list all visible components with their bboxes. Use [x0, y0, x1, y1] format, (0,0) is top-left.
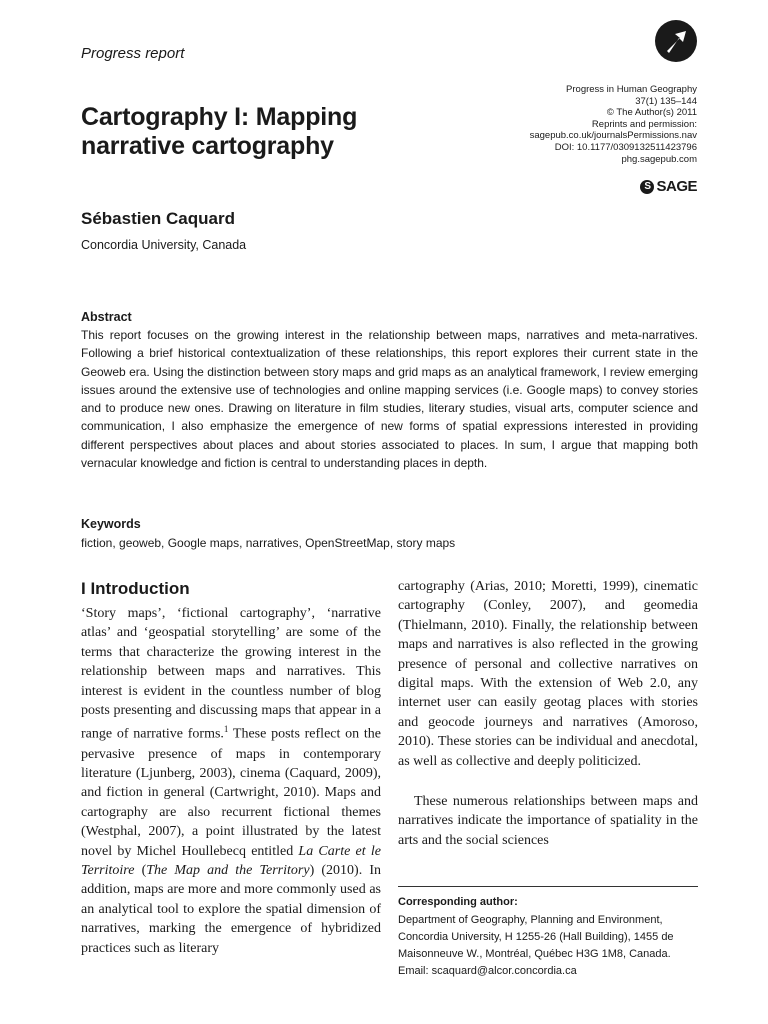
journal-volume: 37(1) 135–144: [635, 95, 697, 107]
doi[interactable]: DOI: 10.1177/0309132511423796: [554, 141, 697, 153]
address-line: Maisonneuve W., Montréal, Québec H3G 1M8, Canada.: [398, 948, 671, 960]
footnote-divider: [398, 886, 698, 887]
address-line: Concordia University, H 1255-26 (Hall Building), 1455 de: [398, 931, 674, 943]
intro-text-segment: (: [134, 862, 147, 878]
section-heading-introduction: I Introduction: [81, 579, 190, 598]
intro-paragraph-1: [81, 604, 381, 958]
author-affiliation: Concordia University, Canada: [81, 238, 247, 252]
intro-paragraph-2: These numerous relationships between maps and narratives indicate the importance of spatiality in the arts and the social sciences: [398, 794, 698, 848]
publisher-logo: [640, 178, 697, 195]
abstract-text: This report focuses on the growing interest in the relationship between maps, narratives and meta-narratives. Following a brief historical contextualization of these relationships, this report explores their current state in the Geoweb era. Using the distinction between story maps and grid maps as an analytical framework, I review emerging issues around the extensive use of technologies and online mapping services (i.e. Google maps) to convey stories and to produce new ones. Drawing on literature in film studies, literary studies, visual arts, computer science and communication, I also emphasize the emergence of new forms of spatial expressions interested in providing different perspectives about places and about stories associated to places. In sum, I argue that mapping both vernacular knowledge and fiction is central to understanding places in depth.: [81, 328, 698, 471]
corresponding-author-heading: Corresponding author:: [398, 896, 518, 908]
book-title-english: The Map and the Territory: [146, 862, 310, 878]
copyright: © The Author(s) 2011: [606, 107, 697, 119]
keywords-heading: Keywords: [81, 517, 141, 531]
journal-url[interactable]: phg.sagepub.com: [621, 153, 697, 165]
permissions-link[interactable]: sagepub.co.uk/journalsPermissions.nav: [529, 130, 697, 142]
journal-info: [530, 84, 697, 165]
address-line: Department of Geography, Planning and Environment,: [398, 914, 663, 926]
intro-text-segment: ) (2010). In addition, maps are more and more commonly used as an analytical tool to explore the spatial dimension of narratives, marking the emergence of hybridized practices such as literary: [81, 862, 381, 956]
publisher-name: SAGE: [656, 178, 697, 195]
footnote-marker[interactable]: 1: [223, 724, 229, 735]
book-title-french: La Carte et le Territoire: [81, 843, 381, 878]
sage-s-icon: S: [640, 180, 654, 194]
intro-text-segment: These posts reflect on the pervasive presence of maps in contemporary literature (Ljunberg, 2003), cinema (Caquard, 2009), and fiction in general (Cartwright, 2010). Maps and cartography are also recurrent fictional themes (Westphal, 2007), a point illustrated by the latest novel by Michel Houllebecq entitled: [81, 727, 381, 859]
intro-paragraph-continued: cartography (Arias, 2010; Moretti, 1999), cinematic cartography (Conley, 2007), and geomedia (Thielmann, 2010). Finally, the relationship between maps and narratives is also reflected in the growing presence of personal and collective narratives on digital maps. With the extension of Web 2.0, any internet user can easily geotag places with stories and geocode journeys and narratives (Amoroso, 2010). These stories can be individual and anecdotal, as well as collective and deeply politicized.: [398, 579, 698, 769]
corresponding-author-address: [398, 912, 698, 980]
keywords-text: fiction, geoweb, Google maps, narratives, OpenStreetMap, story maps: [81, 536, 456, 550]
section-label: Progress report: [81, 45, 185, 62]
journal-logo-icon: [655, 20, 697, 62]
article-title: Cartography I: Mapping narrative cartography: [81, 103, 358, 160]
abstract-heading: Abstract: [81, 310, 132, 324]
author-name: Sébastien Caquard: [81, 209, 235, 228]
reprints-label: Reprints and permission:: [591, 118, 697, 130]
journal-name: Progress in Human Geography: [566, 84, 697, 95]
email-line[interactable]: Email: scaquard@alcor.concordia.ca: [398, 965, 577, 977]
intro-text-segment: ‘Story maps’, ‘fictional cartography’, ‘narrative atlas’ and ‘geospatial storytelling’ are some of the terms that characterize the growing interest in the relationship between maps and narratives. This interest is evident in the countless number of blog posts presenting and discussing maps that appear in a range of narrative forms.: [81, 606, 381, 743]
